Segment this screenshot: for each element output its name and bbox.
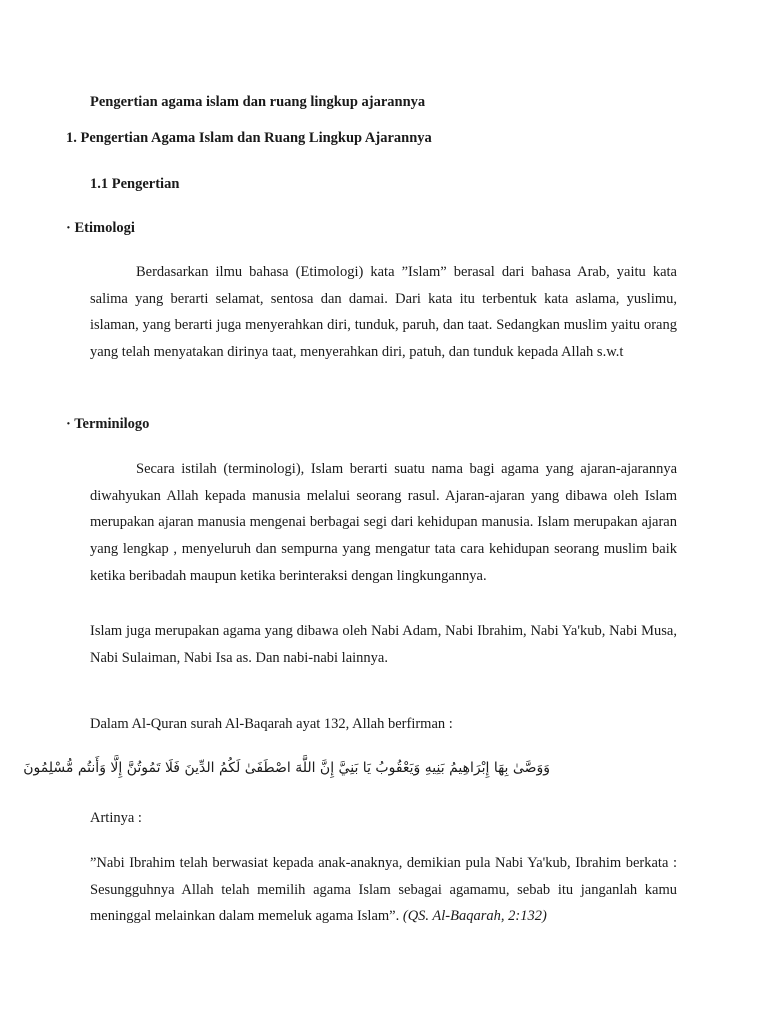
translation-text: ”Nabi Ibrahim telah berwasiat kepada anak-anaknya, demikian pula Nabi Ya'kub, Ibrahim berkata : Sesungguhnya Allah telah memilih agama Islam sebagai agamamu, sebab itu janganlah kamu meninggal melainkan dalam memeluk agama Islam”. — [90, 855, 677, 925]
quran-intro: Dalam Al-Quran surah Al-Baqarah ayat 132, Allah berfirman : — [90, 716, 453, 732]
subsection-heading: 1.1 Pengertian — [90, 176, 180, 192]
translation-paragraph — [90, 850, 677, 930]
terminologi-paragraph-2: Islam juga merupakan agama yang dibawa oleh Nabi Adam, Nabi Ibrahim, Nabi Ya'kub, Nabi Musa, Nabi Sulaiman, Nabi Isa as. Dan nabi-nabi lainnya. — [90, 623, 677, 666]
etimologi-heading: · Etimologi — [66, 220, 135, 236]
section-heading: 1. Pengertian Agama Islam dan Ruang Lingkup Ajarannya — [66, 130, 432, 146]
etimologi-paragraph: Berdasarkan ilmu bahasa (Etimologi) kata ”Islam” berasal dari bahasa Arab, yaitu kata salima yang berarti selamat, sentosa dan damai. Dari kata itu terbentuk kata aslama, yuslimu, islaman, yang berarti juga menyerahkan diri, tunduk, paruh, dan taat. Sedangkan muslim yaitu orang yang telah menyatakan dirinya taat, menyerahkan diri, patuh, dan tunduk kepada Allah s.w.t — [90, 264, 677, 361]
terminologi-heading: · Terminilogo — [66, 416, 150, 432]
artinya-label: Artinya : — [90, 810, 142, 826]
quran-verse-arabic: وَوَصَّىٰ بِهَا إِبْرَاهِيمُ بَنِيهِ وَيَعْقُوبُ يَا بَنِيَّ إِنَّ اللَّهَ اصْطَفَىٰ لَكُمُ الدِّينَ فَلَا تَمُوتُنَّ إِلَّا وَأَنتُم مُّسْلِمُونَ — [23, 760, 550, 776]
document-title: Pengertian agama islam dan ruang lingkup ajarannya — [90, 94, 426, 110]
verse-reference: (QS. Al-Baqarah, 2:132) — [402, 908, 547, 925]
terminologi-paragraph: Secara istilah (terminologi), Islam berarti suatu nama bagi agama yang ajaran-ajarannya diwahyukan Allah kepada manusia melalui seorang rasul. Ajaran-ajaran yang dibawa oleh Islam merupakan ajaran manusia mengenai berbagai segi dari kehidupan manusia. Islam merupakan ajaran yang lengkap , menyeluruh dan sempurna yang mengatur tata cara kehidupan seorang muslim baik ketika beribadah maupun ketika berinteraksi dengan lingkungannya. — [90, 461, 677, 584]
